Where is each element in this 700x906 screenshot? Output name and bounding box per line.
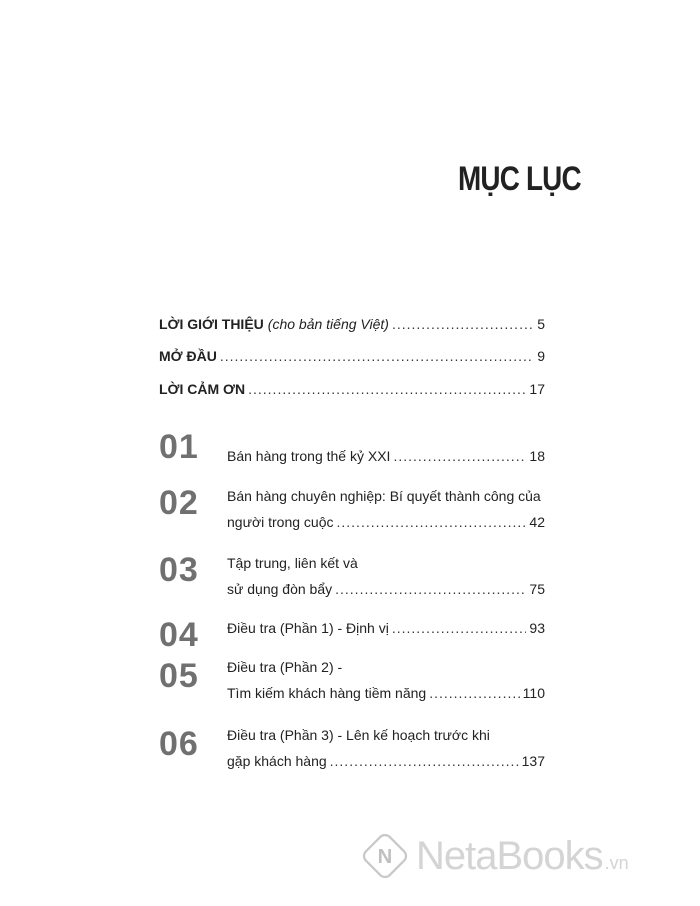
dot-leader [337, 514, 527, 530]
watermark-tld: .vn [604, 853, 629, 873]
netabooks-watermark [362, 826, 682, 886]
page-title: MỤC LỤC [458, 160, 581, 198]
chapter-title-line [227, 514, 545, 530]
chapter-page: 137 [521, 753, 545, 769]
toc-entry-label: LỜI CẢM ƠN [159, 381, 246, 397]
chapter-number: 01 [159, 428, 199, 466]
chapter-number: 02 [159, 484, 199, 522]
toc-entry-label: LỜI GIỚI THIỆU [159, 316, 264, 332]
chapter-title: Bán hàng trong thế kỷ XXI [227, 448, 391, 464]
chapter-number: 03 [159, 551, 199, 589]
chapter-title: Điều tra (Phần 1) - Định vị [227, 620, 389, 636]
dot-leader [335, 581, 526, 597]
chapter-title-line [227, 685, 545, 701]
toc-entry-page: 17 [529, 381, 545, 397]
chapter-title: Bán hàng chuyên nghiệp: Bí quyết thành công của [227, 488, 541, 504]
chapter-title-cont: sử dụng đòn bẩy [227, 581, 333, 597]
chapter-title: Tập trung, liên kết và [227, 555, 358, 571]
dot-leader [220, 348, 534, 364]
dot-leader [429, 685, 519, 701]
toc-entry-acknowledgements[interactable] [159, 381, 545, 397]
chapter-number: 04 [159, 616, 199, 654]
watermark-text: NetaBooks [416, 833, 603, 878]
chapter-number: 05 [159, 657, 199, 695]
chapter-number: 06 [159, 725, 199, 763]
chapter-title-cont: gặp khách hàng [227, 753, 327, 769]
chapter-page: 42 [529, 514, 545, 530]
toc-entry-preface[interactable] [159, 348, 545, 364]
chapter-page: 93 [529, 620, 545, 636]
chapter-title-line [227, 753, 545, 769]
chapter-title-line [227, 581, 545, 597]
dot-leader [392, 316, 534, 332]
chapter-title-cont: Tìm kiếm khách hàng tiềm năng [227, 685, 427, 701]
toc-entry-label: MỞ ĐẦU [159, 348, 217, 364]
chapter-page: 110 [522, 685, 545, 701]
chapter-title: Điều tra (Phần 3) - Lên kế hoạch trước khi [227, 727, 490, 743]
netabooks-logo-icon: N [360, 831, 411, 882]
toc-entry-page: 9 [537, 348, 545, 364]
dot-leader [393, 448, 526, 464]
chapter-title: Điều tra (Phần 2) - [227, 659, 343, 675]
chapter-title-line [227, 448, 545, 464]
chapter-title-line [227, 727, 545, 743]
toc-entry-page: 5 [537, 316, 545, 332]
dot-leader [248, 381, 526, 397]
chapter-title-line [227, 620, 545, 636]
chapter-title-line [227, 488, 545, 504]
toc-entry-sublabel: (cho bản tiếng Việt) [267, 316, 389, 332]
chapter-title-line [227, 659, 545, 675]
toc-entry-introduction[interactable] [159, 316, 545, 332]
chapter-page: 18 [529, 448, 545, 464]
dot-leader [392, 620, 527, 636]
chapter-title-line [227, 555, 545, 571]
chapter-page: 75 [529, 581, 545, 597]
dot-leader [330, 753, 519, 769]
chapter-title-cont: người trong cuộc [227, 514, 334, 530]
